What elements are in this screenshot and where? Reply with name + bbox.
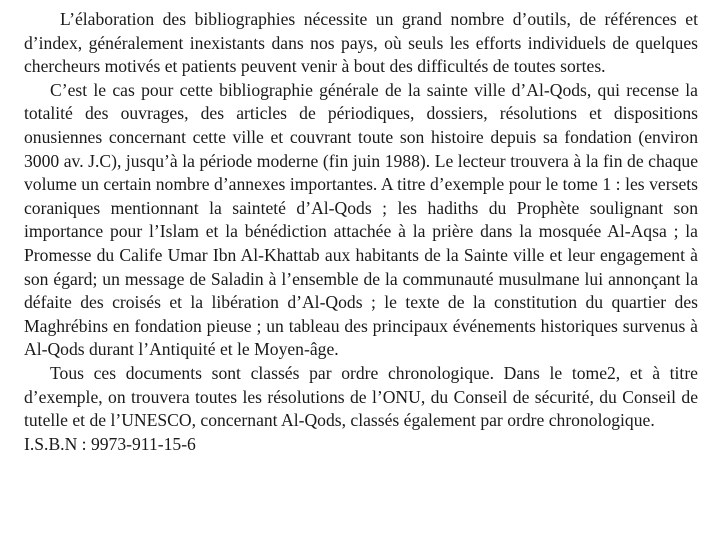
isbn-line: I.S.B.N : 9973-911-15-6 [24, 433, 196, 454]
paragraph-intro: L’élaboration des bibliographies nécessite un grand nombre d’outils, de références et d’index, généralement inexistants dans nos pays, où seuls les efforts individuels de quelques chercheurs motivés et patients peuvent venir à bout des difficultés de toutes sortes. [24, 9, 698, 77]
paragraph-chronological-order: Tous ces documents sont classés par ordre chronologique. Dans le tome2, et à titre d’exemple, on trouvera toutes les résolutions de l’ONU, du Conseil de sécurité, du Conseil de tutelle et de l’UNESCO, concernant Al-Qods, classés également par ordre chronologique. [24, 362, 698, 431]
paragraph-bibliography-description: C’est le cas pour cette bibliographie générale de la sainte ville d’Al-Qods, qui recense la totalité des ouvrages, des articles de périodiques, dossiers, résolutions et dispositions onusiennes concernant cette ville et couvrant toute son histoire depuis sa fondation (environ 3000 av. J.C), jusqu’à la période moderne (fin juin 1988). Le lecteur trouvera à la fin de chaque volume un certain nombre d’annexes importantes. A titre d’exemple pour le tome 1 : les versets coraniques mentionnant la sainteté d’Al-Qods ; les hadiths du Prophète soulignant son importance pour l’Islam et la bénédiction attachée à la prière dans la mosquée Al-Aqsa ; la Promesse du Calife Umar Ibn Al-Khattab aux habitants de la Sainte ville et leur engagement à son égard; un message de Saladin à l’ensemble de la communauté musulmane lui annonçant la défaite des croisés et la libération d’Al-Qods ; le texte de la constitution du quartier des Maghrébins en fondation pieuse ; un tableau des principaux événements historiques survenus à Al-Qods durant l’Antiquité et le Moyen-âge. [24, 79, 698, 360]
document-body [24, 8, 698, 456]
